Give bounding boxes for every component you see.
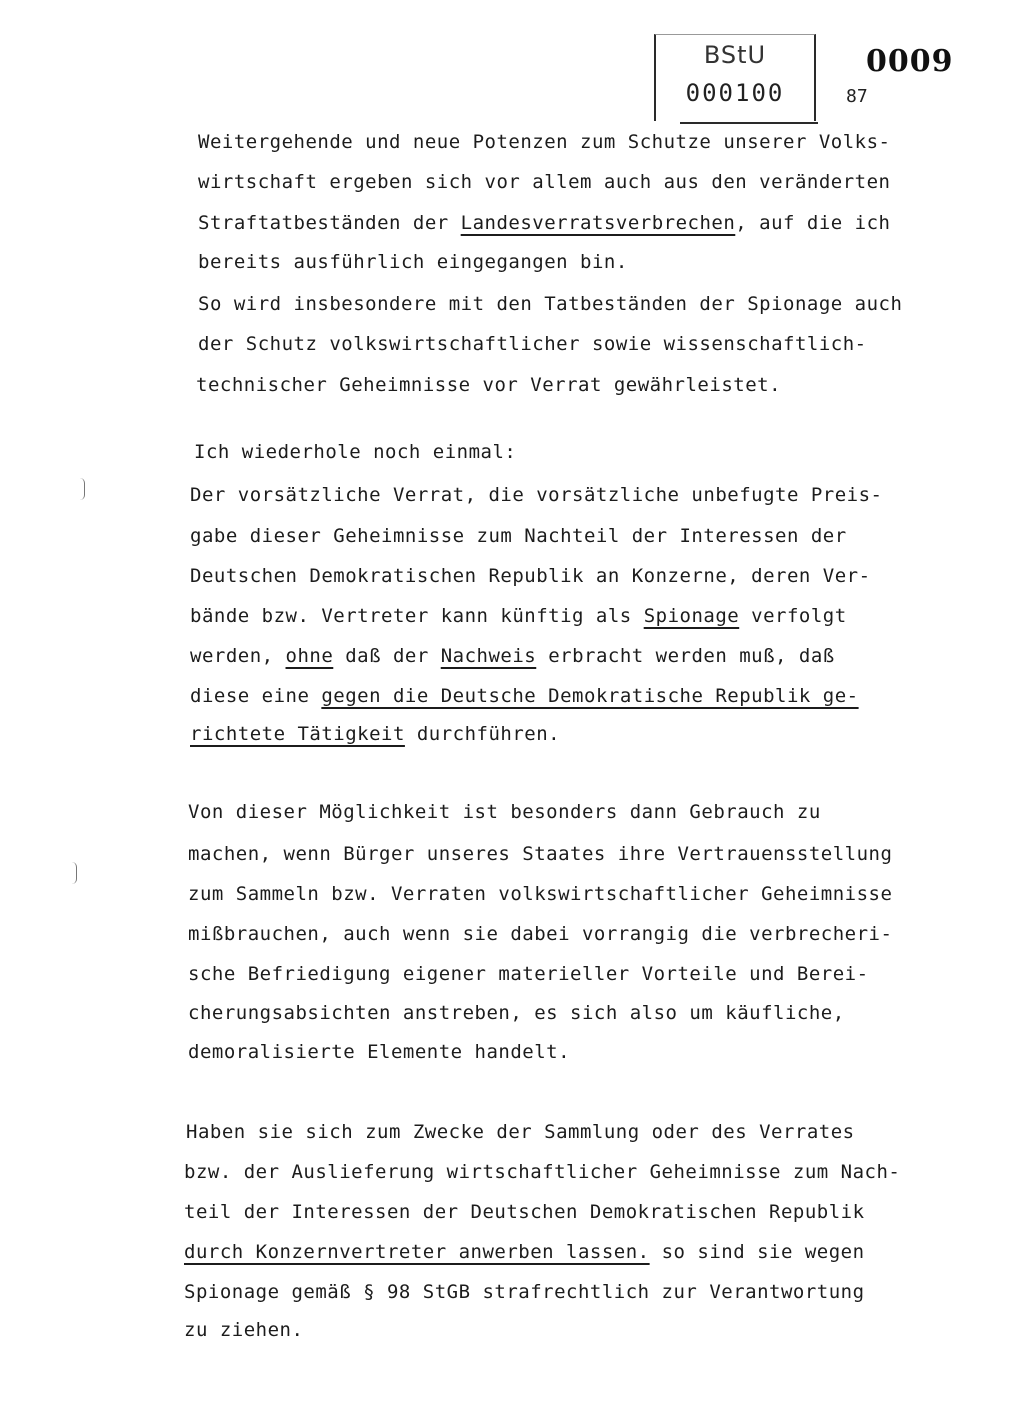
text-segment: cherungsabsichten anstreben, es sich also um käufliche, [188, 1002, 845, 1024]
text-segment: Der vorsätzliche Verrat, die vorsätzliche unbefugte Preis- [190, 484, 883, 506]
text-segment: Spionage gemäß § 98 StGB strafrechtlich zur Verantwortung [184, 1281, 865, 1303]
text-line [184, 1160, 900, 1184]
stamp-number: 000100 [685, 79, 785, 107]
underlined-text: Nachweis [440, 645, 537, 667]
text-segment: wirtschaft ergeben sich vor allem auch aus den veränderten [198, 171, 891, 193]
underlined-text: gegen die Deutsche Demokratische Republik ge- [321, 685, 859, 707]
folio-number: 0009 [866, 44, 954, 79]
text-segment: daß der [333, 645, 441, 667]
text-line [188, 922, 892, 946]
text-segment: verfolgt [739, 605, 847, 627]
text-line [184, 1318, 303, 1342]
text-line [198, 332, 867, 356]
text-segment: diese eine [190, 685, 322, 707]
text-line [190, 684, 859, 708]
text-line [188, 1001, 845, 1025]
text-line [188, 800, 821, 824]
text-segment: durchführen. [404, 723, 561, 745]
text-line [184, 1240, 865, 1264]
text-segment: gabe dieser Geheimnisse zum Nachteil der Interessen der [190, 525, 847, 547]
archive-stamp [654, 34, 816, 121]
underlined-text: ohne [285, 645, 334, 667]
text-line [188, 962, 869, 986]
text-line [190, 644, 835, 668]
text-line [198, 211, 891, 235]
text-segment: Straftatbeständen der [198, 212, 461, 234]
text-segment: demoralisierte Elemente handelt. [188, 1041, 571, 1063]
underlined-text: richtete Tätigkeit [190, 723, 405, 745]
text-line [198, 250, 628, 274]
text-segment: mißbrauchen, auch wenn sie dabei vorrangig die verbrecheri- [188, 923, 893, 945]
text-line [190, 524, 847, 548]
text-segment: machen, wenn Bürger unseres Staates ihre Vertrauensstellung [188, 843, 893, 865]
text-line [190, 604, 847, 628]
text-segment: Ich wiederhole noch einmal: [194, 441, 517, 463]
text-line [190, 722, 560, 746]
text-segment: Weitergehende und neue Potenzen zum Schutze unserer Volks- [198, 131, 891, 153]
text-line [188, 1040, 570, 1064]
text-segment: bzw. der Auslieferung wirtschaftlicher Geheimnisse zum Nach- [184, 1161, 901, 1183]
text-line [188, 882, 892, 906]
text-line [184, 1200, 865, 1224]
text-line [188, 842, 892, 866]
margin-mark [72, 862, 77, 884]
stamp-title: BStU [703, 41, 767, 69]
text-line [198, 170, 890, 194]
text-segment: sche Befriedigung eigener materieller Vorteile und Berei- [188, 963, 869, 985]
text-line [190, 483, 882, 507]
text-line [184, 1280, 865, 1304]
text-segment: Von dieser Möglichkeit ist besonders dann Gebrauch zu [188, 801, 821, 823]
page-number: 87 [846, 86, 868, 107]
text-line [186, 1120, 855, 1144]
text-line [190, 564, 871, 588]
text-segment: So wird insbesondere mit den Tatbeständen der Spionage auch [198, 293, 903, 315]
text-segment: technischer Geheimnisse vor Verrat gewährleistet. [196, 374, 782, 396]
text-segment: teil der Interessen der Deutschen Demokratischen Republik [184, 1201, 865, 1223]
text-line [198, 130, 890, 154]
text-line [194, 440, 516, 464]
text-segment: so sind sie wegen [649, 1241, 865, 1263]
text-segment: Deutschen Demokratischen Republik an Konzerne, deren Ver- [190, 565, 871, 587]
text-segment: erbracht werden muß, daß [536, 645, 835, 667]
stamp-underline [680, 122, 818, 124]
text-segment: zu ziehen. [184, 1319, 304, 1341]
underlined-text: Landesverratsverbrechen [460, 212, 736, 234]
underlined-text: Spionage [643, 605, 740, 627]
text-segment: zum Sammeln bzw. Verraten volkswirtschaftlicher Geheimnisse [188, 883, 893, 905]
text-segment: Haben sie sich zum Zwecke der Sammlung oder des Verrates [186, 1121, 855, 1143]
text-segment: werden, [190, 645, 286, 667]
text-segment: bände bzw. Vertreter kann künftig als [190, 605, 644, 627]
text-segment: , auf die ich [735, 212, 891, 234]
text-line [196, 373, 781, 397]
text-line [198, 292, 902, 316]
text-segment: bereits ausführlich eingegangen bin. [198, 251, 628, 273]
text-segment: der Schutz volkswirtschaftlicher sowie wissenschaftlich- [198, 333, 867, 355]
margin-mark [80, 478, 85, 500]
underlined-text: durch Konzernvertreter anwerben lassen. [184, 1241, 650, 1263]
